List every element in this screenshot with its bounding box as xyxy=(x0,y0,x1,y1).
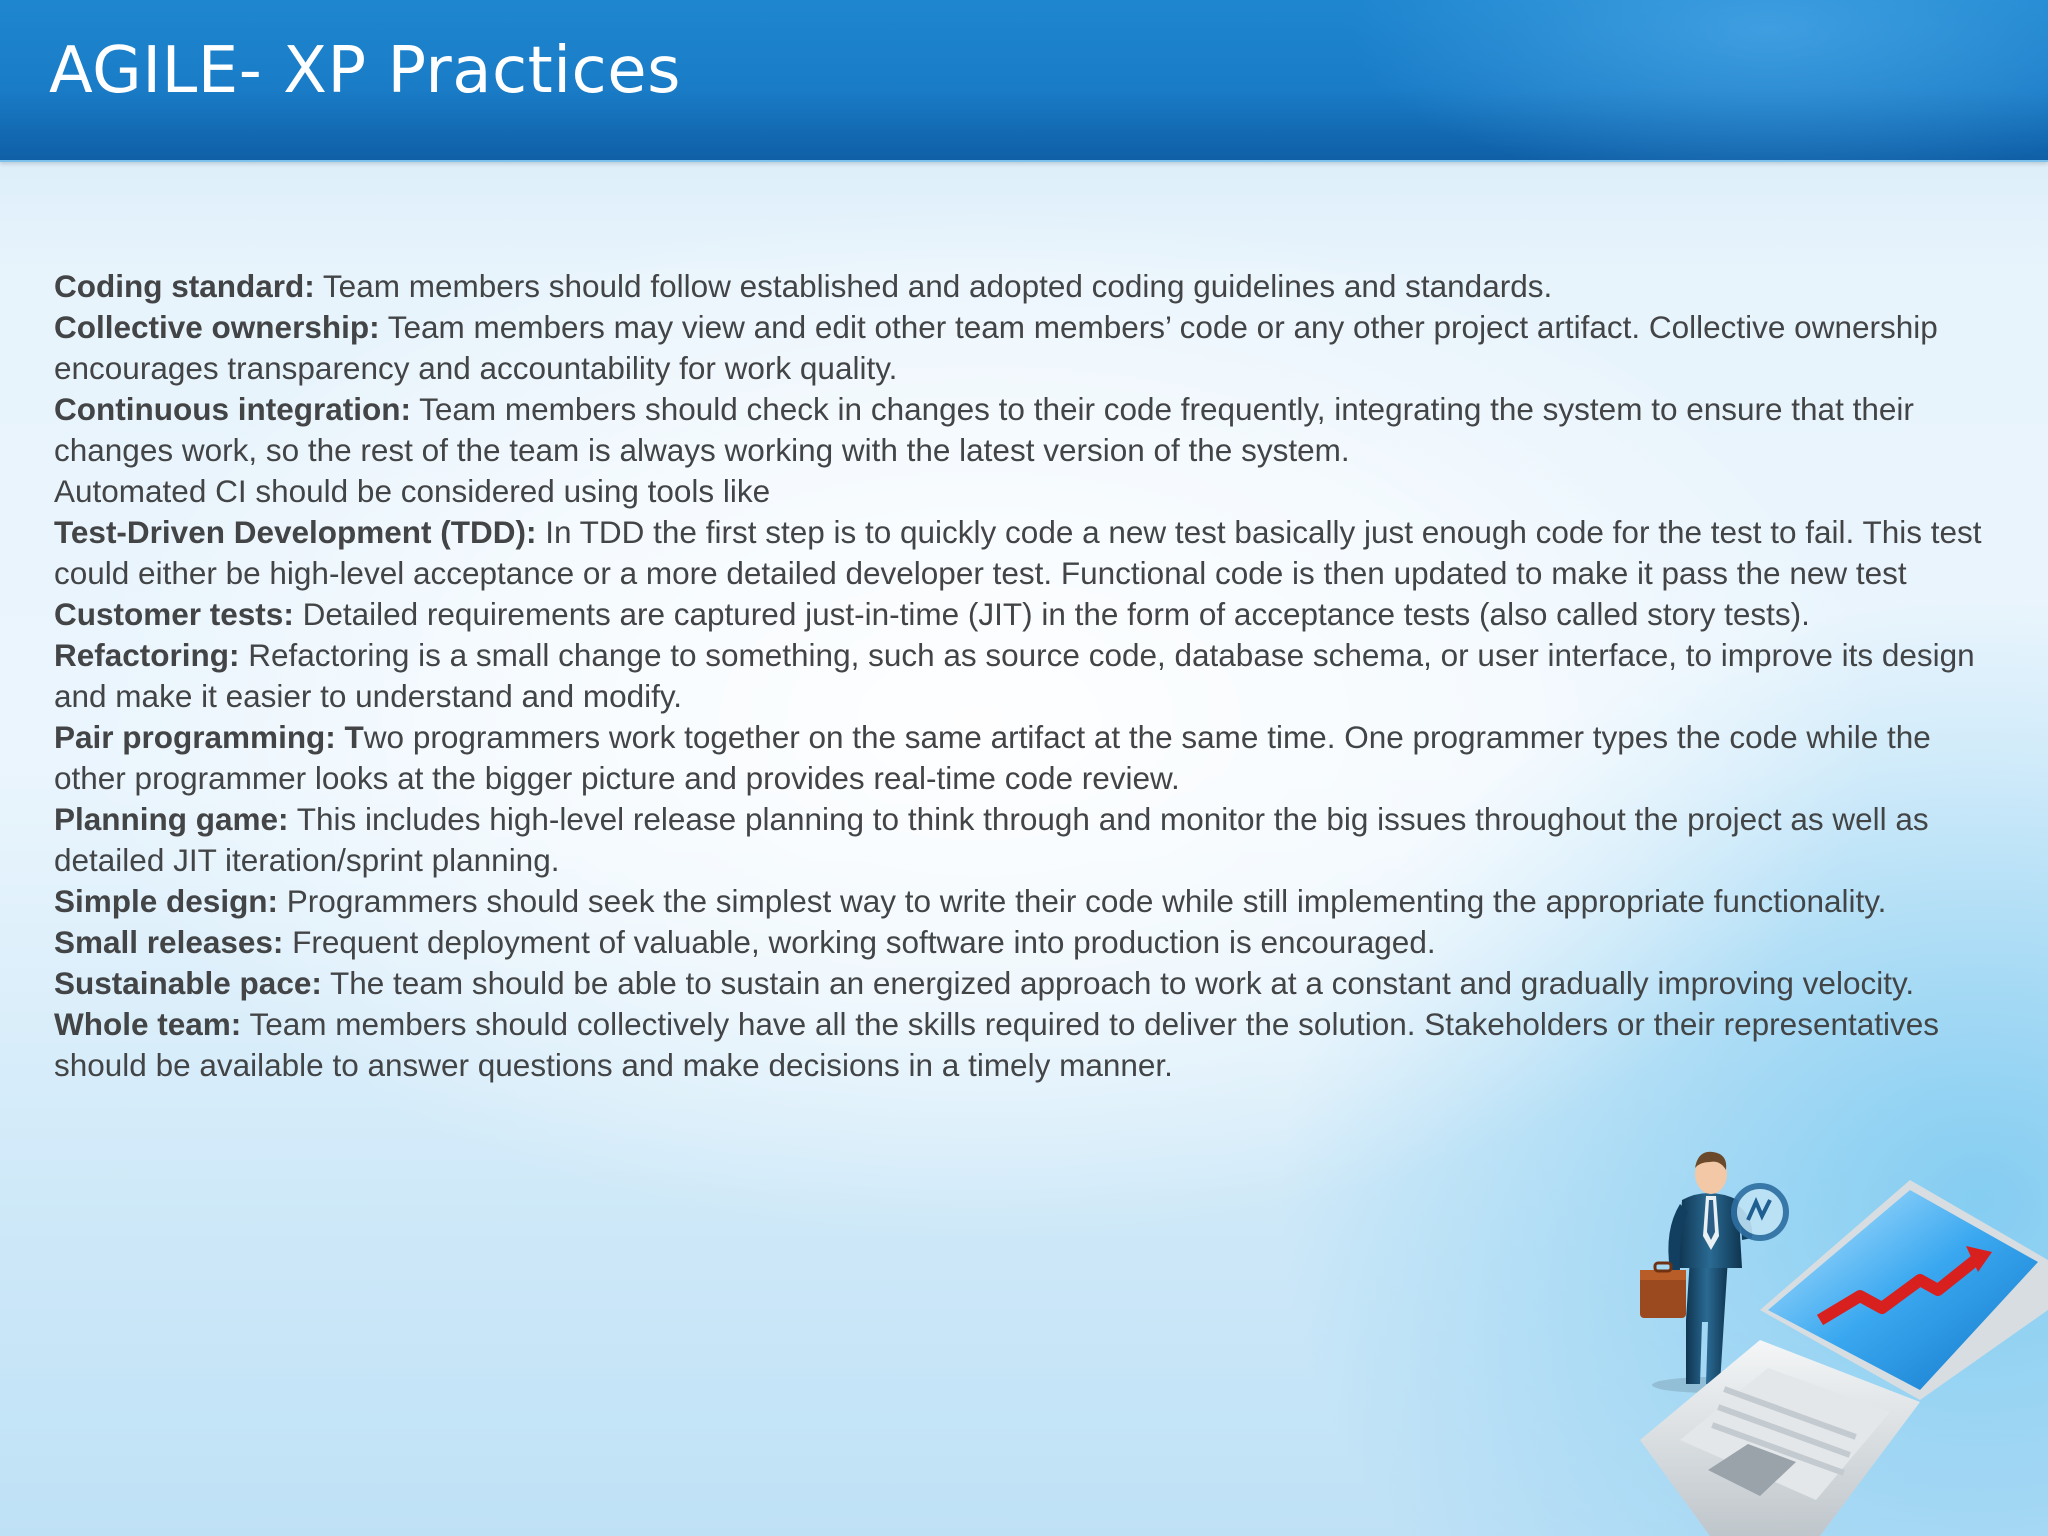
practice-sustainable-pace xyxy=(54,963,1984,1004)
practice-term: Whole team: xyxy=(54,1006,242,1042)
practice-description: Refactoring is a small change to something, such as source code, database schema, or user interface, to improve its design and make it easier to understand and modify. xyxy=(54,637,1975,714)
practice-description: Team members may view and edit other team members’ code or any other project artifact. Collective ownership encourages transparency and accountability for work quality. xyxy=(54,309,1938,386)
practice-coding-standard xyxy=(54,266,1984,307)
practice-description: Frequent deployment of valuable, working software into production is encouraged. xyxy=(283,924,1436,960)
practice-small-releases xyxy=(54,922,1984,963)
practice-planning-game xyxy=(54,799,1984,881)
practice-tdd xyxy=(54,512,1984,594)
practice-refactoring xyxy=(54,635,1984,717)
practices-list xyxy=(54,266,1984,1086)
practice-description: The team should be able to sustain an energized approach to work at a constant and gradually improving velocity. xyxy=(321,965,1915,1001)
practice-term: Refactoring: xyxy=(54,637,240,673)
practice-description: In TDD the first step is to quickly code a new test basically just enough code for the test to fail. This test could either be high-level acceptance or a more detailed developer test. Functional code is then updated to make it pass the new test xyxy=(54,514,1982,591)
practice-collective-ownership xyxy=(54,307,1984,389)
practice-description: Automated CI should be considered using tools like xyxy=(54,473,771,509)
practice-term: Continuous integration: xyxy=(54,391,411,427)
practice-whole-team xyxy=(54,1004,1984,1086)
practice-description: Programmers should seek the simplest way to write their code while still implementing the appropriate functionality. xyxy=(278,883,1887,919)
practice-description: wo programmers work together on the same artifact at the same time. One programmer types the code while the other programmer looks at the bigger picture and provides real-time code review. xyxy=(54,719,1931,796)
practice-term: Planning game: xyxy=(54,801,289,837)
practice-description: Team members should collectively have all the skills required to deliver the solution. Stakeholders or their representatives should be available to answer questions and make decisions in a timely manner. xyxy=(54,1006,1940,1083)
practice-continuous-integration xyxy=(54,389,1984,471)
practice-description: Detailed requirements are captured just-in-time (JIT) in the form of acceptance tests (also called story tests). xyxy=(293,596,1810,632)
practice-term: Simple design: xyxy=(54,883,279,919)
practice-term: Test-Driven Development (TDD): xyxy=(54,514,537,550)
practice-term: Small releases: xyxy=(54,924,284,960)
practice-term: Sustainable pace: xyxy=(54,965,322,1001)
practice-simple-design xyxy=(54,881,1984,922)
practice-description: This includes high-level release planning to think through and monitor the big issues throughout the project as well as detailed JIT iteration/sprint planning. xyxy=(54,801,1929,878)
practice-term: Pair programming: T xyxy=(54,719,364,755)
practice-customer-tests xyxy=(54,594,1984,635)
practice-pair-programming xyxy=(54,717,1984,799)
practice-description: Team members should check in changes to their code frequently, integrating the system to ensure that their changes work, so the rest of the team is always working with the latest version of the system. xyxy=(54,391,1914,468)
practice-description: Team members should follow established and adopted coding guidelines and standards. xyxy=(314,268,1553,304)
practice-term: Collective ownership: xyxy=(54,309,380,345)
slide-title: AGILE- XP Practices xyxy=(49,34,681,108)
practice-term: Customer tests: xyxy=(54,596,294,632)
practice-term: Coding standard: xyxy=(54,268,315,304)
practice-automated-ci-note xyxy=(54,471,1984,512)
businessman-laptop-illustration xyxy=(1620,1140,2048,1536)
